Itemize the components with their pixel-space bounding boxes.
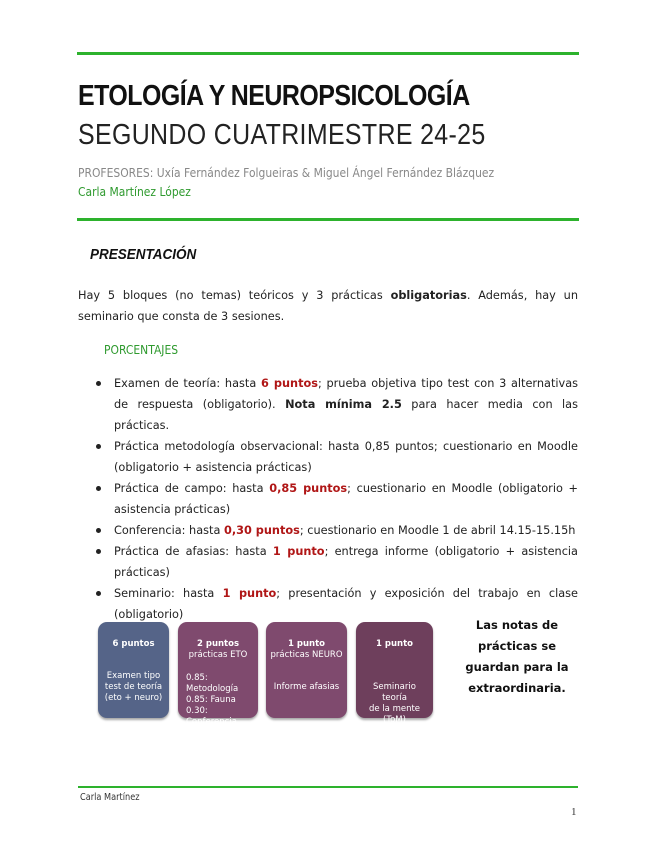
list-item: Práctica metodología observacional: hasta 0,85 puntos; cuestionario en Moodle (obligatorio + asistencia prácticas) [78,436,578,478]
author-name: Carla Martínez López [78,184,191,199]
card-points: 6 puntos [112,639,155,649]
intro-text-end: . Además, hay un seminario que consta de 3 sesiones. [78,289,578,323]
bullet-icon [96,444,101,449]
intro-paragraph [78,285,578,327]
card-points: 1 punto [376,639,413,649]
bullet-icon [96,528,101,533]
bullet-icon [96,486,101,491]
practice-grades-note: Las notas de prácticas se guardan para la extraordinaria. [465,618,569,695]
card-description: Informe afasias [273,682,340,692]
bullet-icon [96,381,101,386]
document-subtitle: SEGUNDO CUATRIMESTRE 24-25 [78,119,486,151]
footer-author: Carla Martínez [80,792,140,803]
list-item: Seminario: hasta 1 punto; presentación y exposición del trabajo en clase (obligatorio) [78,583,578,625]
card-points: 1 punto [288,639,325,649]
bullet-icon [96,591,101,596]
list-item: Conferencia: hasta 0,30 puntos; cuestionario en Moodle 1 de abril 14.15-15.15h [78,520,578,541]
card-subtitle: prácticas ETO [188,650,248,660]
card-description: 0.85: Metodología 0.85: Fauna 0.30: Conferencia [186,673,239,727]
card-theory-exam [98,622,169,718]
page-number: 1 [571,806,577,818]
list-item: Práctica de campo: hasta 0,85 puntos; cuestionario en Moodle (obligatorio + asistencia prácticas) [78,478,578,520]
professors-line: PROFESORES: Uxía Fernández Folgueiras & Miguel Ángel Fernández Blázquez [78,165,495,180]
list-item: Examen de teoría: hasta 6 puntos; prueba objetiva tipo test con 3 alternativas de respuesta (obligatorio). Nota mínima 2.5 para hacer media con las prácticas. [78,373,578,436]
bullet-icon [96,549,101,554]
card-description: Examen tipo test de teoría (eto + neuro) [104,671,163,703]
percentages-heading: PORCENTAJES [104,342,179,357]
list-item: Práctica de afasias: hasta 1 punto; entrega informe (obligatorio + asistencia prácticas) [78,541,578,583]
grading-list [78,373,578,625]
card-neuro-practices [266,622,347,718]
card-seminar [356,622,433,725]
card-subtitle: prácticas NEURO [270,650,343,660]
footer-rule [78,786,578,788]
card-description: Seminario teoría de la mente (ToM) [368,682,421,725]
card-points: 2 puntos [196,639,240,649]
intro-text: Hay 5 bloques (no temas) teóricos y 3 prácticas [78,289,391,302]
document-title: ETOLOGÍA Y NEUROPSICOLOGÍA [78,80,470,112]
card-eto-practices [178,622,258,727]
section-heading: PRESENTACIÓN [90,246,197,263]
intro-bold: obligatorias [390,289,467,302]
header-bottom-rule [77,218,579,221]
top-rule [77,52,579,55]
